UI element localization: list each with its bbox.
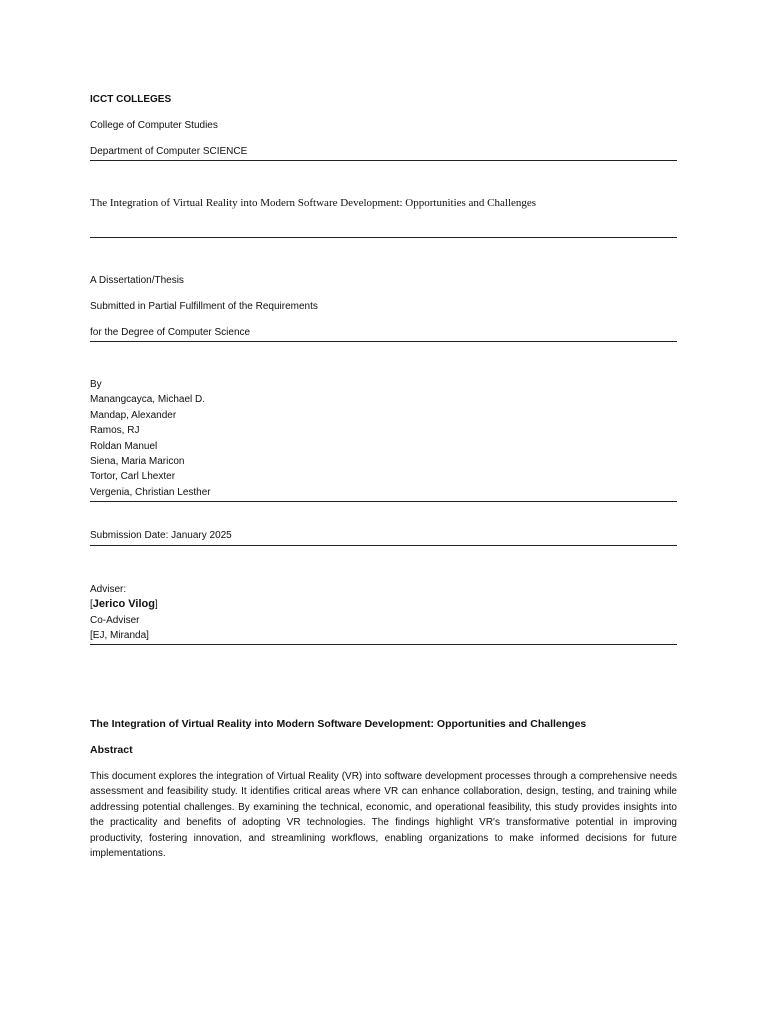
submission-date: Submission Date: January 2025 [90, 530, 232, 541]
degree-statement: for the Degree of Computer Science [90, 327, 251, 338]
abstract-body: This document explores the integration of Virtual Reality (VR) into software development processes through a comprehensive needs assessment and feasibility study. It identifies critical areas where VR can enhance collaboration, design, testing, and training while addressing potential challenges. By examining the technical, economic, and operational feasibility, this study provides insights into the practicality and benefits of adopting VR technologies. The findings highlight VR's transformative potential in improving productivity, fostering innovation, and streamlining workflows, enabling organizations to make informed decisions for future implementations. [90, 771, 677, 860]
advisers-block [90, 582, 158, 644]
fulfillment-statement: Submitted in Partial Fulfillment of the Requirements [90, 301, 318, 312]
college-name: College of Computer Studies [90, 120, 218, 131]
divider-advisers [90, 644, 677, 645]
department-name: Department of Computer SCIENCE [90, 146, 248, 157]
adviser-line [90, 597, 158, 612]
adviser-name: Jerico Vilog [92, 598, 155, 611]
author-name: Manangcayca, Michael D. [90, 394, 206, 406]
abstract-paper-title: The Integration of Virtual Reality into Modern Software Development: Opportunities and Challenges [90, 718, 587, 730]
divider-submission [90, 341, 677, 342]
by-label: By [90, 379, 102, 390]
author-name: Siena, Maria Maricon [90, 456, 185, 468]
institution-name: ICCT COLLEGES [90, 94, 172, 105]
divider-header [90, 160, 677, 161]
author-name: Ramos, RJ [90, 425, 140, 437]
divider-title [90, 237, 677, 238]
author-name: Vergenia, Christian Lesther [90, 486, 211, 498]
abstract-heading: Abstract [90, 744, 133, 756]
author-name: Mandap, Alexander [90, 409, 177, 421]
co-adviser-label: Co-Adviser [90, 614, 140, 626]
document-page [90, 0, 677, 1024]
authors-block [90, 377, 211, 500]
bracket-close: ] [154, 599, 158, 611]
author-name: Roldan Manuel [90, 440, 158, 452]
divider-date [90, 545, 677, 546]
divider-authors [90, 501, 677, 502]
bracket-open: [ [90, 599, 93, 611]
document-type: A Dissertation/Thesis [90, 275, 184, 286]
thesis-title: The Integration of Virtual Reality into Modern Software Development: Opportunities and Challenges [90, 197, 537, 209]
adviser-label: Adviser: [90, 584, 127, 595]
author-name: Tortor, Carl Lhexter [90, 471, 176, 483]
co-adviser-name: [EJ, Miranda] [90, 630, 149, 642]
